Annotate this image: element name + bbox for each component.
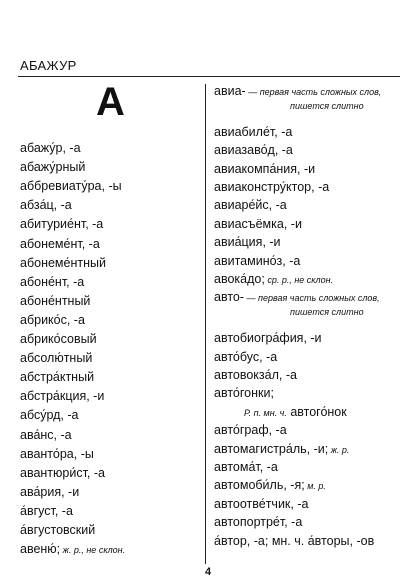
entry-word: абитурие́нт, -а xyxy=(20,217,104,232)
entry-word: авиазаво́д, -а xyxy=(214,143,293,158)
entry-word: аванто́ра, -ы xyxy=(20,446,94,461)
entry-word: авиаконстру́ктор, -а xyxy=(214,180,330,194)
entry-word: абонеме́нтный xyxy=(20,255,106,270)
header-rule xyxy=(18,76,400,77)
entry-note: ж. р. xyxy=(328,444,350,455)
entry-word: авиасъёмка, -и xyxy=(214,216,302,231)
entry-note: Р. п. мн. ч. xyxy=(244,407,287,418)
dictionary-entry xyxy=(20,218,103,231)
dictionary-entry xyxy=(214,236,281,249)
entry-word: автоотве́тчик, -а xyxy=(214,496,309,511)
entry-word: автовокза́л, -а xyxy=(214,368,297,382)
dictionary-entry xyxy=(214,85,381,98)
entry-note: ср. р., не склон. xyxy=(264,275,334,285)
entry-word: ава́рия, -и xyxy=(20,484,80,499)
dictionary-entry xyxy=(214,144,293,157)
entry-word: автомоби́ль, -я; xyxy=(214,478,305,493)
entry-word: автома́т, -а xyxy=(214,460,278,474)
column-divider xyxy=(205,84,206,564)
entry-word: абрико́с, -а xyxy=(20,312,85,327)
dictionary-entry xyxy=(20,257,106,270)
entry-word: авиакомпа́ния, -и xyxy=(214,161,316,176)
dictionary-entry xyxy=(20,486,79,499)
dictionary-entry xyxy=(20,333,97,346)
dictionary-entry xyxy=(20,505,73,518)
entry-word: а́вгуст, -а xyxy=(20,503,73,518)
entry-word: авто́гонки; xyxy=(214,386,274,401)
entry-word: абсолю́тный xyxy=(20,351,93,366)
entry-word: авто́бус, -а xyxy=(214,349,278,364)
dictionary-entry xyxy=(214,387,274,400)
dictionary-entry xyxy=(20,543,125,556)
dictionary-entry xyxy=(20,409,79,422)
entry-word: авока́до; xyxy=(214,272,265,286)
dictionary-entry xyxy=(214,424,287,437)
entry-word: абстра́ктный xyxy=(20,370,95,385)
entry-word: авиаре́йс, -а xyxy=(214,198,287,213)
dictionary-entry xyxy=(20,238,100,251)
dictionary-entry xyxy=(20,314,85,327)
entry-note: — первая часть сложных слов, xyxy=(244,293,380,304)
entry-word: авеню́; xyxy=(20,542,61,557)
dictionary-entry xyxy=(214,126,292,139)
entry-word: абонеме́нт, -а xyxy=(20,236,100,251)
dictionary-entry xyxy=(214,479,326,492)
entry-word: абстра́кция, -и xyxy=(20,389,105,404)
dictionary-entry xyxy=(20,276,84,289)
section-letter: А xyxy=(96,80,125,124)
dictionary-entry xyxy=(20,161,85,174)
dictionary-entry xyxy=(20,429,72,442)
entry-word: а́вгустовский xyxy=(20,523,96,537)
dictionary-entry xyxy=(214,535,374,548)
dictionary-entry xyxy=(20,448,94,461)
entry-word: авто- xyxy=(214,290,245,305)
dictionary-entry xyxy=(214,369,297,382)
entry-note-continuation: пишется слитно xyxy=(290,101,364,111)
dictionary-entry xyxy=(20,295,90,308)
entry-note-continuation: пишется слитно xyxy=(290,307,364,318)
entry-word: аббревиату́ра, -ы xyxy=(20,179,122,194)
dictionary-entry xyxy=(214,273,333,286)
entry-word: абза́ц, -а xyxy=(20,198,72,213)
dictionary-entry xyxy=(214,163,315,176)
entry-word: автомагистра́ль, -и; xyxy=(214,441,329,456)
entry-word: авто́граф, -а xyxy=(214,423,287,438)
dictionary-entry xyxy=(20,467,105,480)
dictionary-entry xyxy=(214,443,349,456)
dictionary-entry xyxy=(20,142,81,155)
dictionary-entry xyxy=(244,406,347,419)
entry-note: м. р. xyxy=(304,481,326,492)
dictionary-entry xyxy=(214,181,329,194)
entry-word: абажу́рный xyxy=(20,160,86,175)
entry-word: а́втор, -а; мн. ч. а́вторы, -ов xyxy=(214,533,375,548)
entry-word: абоне́нт, -а xyxy=(20,274,85,289)
entry-word: ава́нс, -а xyxy=(20,427,72,442)
dictionary-entry xyxy=(214,351,277,364)
dictionary-entry xyxy=(214,461,278,474)
entry-note: — первая часть сложных слов, xyxy=(245,87,382,97)
dictionary-entry xyxy=(214,255,300,268)
entry-word: авиа́ция, -и xyxy=(214,235,281,250)
dictionary-entry xyxy=(20,199,72,212)
entry-word: абоне́нтный xyxy=(20,293,91,308)
entry-word: абсу́рд, -а xyxy=(20,408,79,423)
entry-note: ж. р., не склон. xyxy=(60,545,126,556)
dictionary-entry xyxy=(214,516,302,529)
entry-word: автопортре́т, -а xyxy=(214,515,303,530)
dictionary-entry xyxy=(20,180,122,193)
dictionary-entry xyxy=(214,199,287,212)
dictionary-entry xyxy=(214,332,322,345)
dictionary-entry xyxy=(20,390,104,403)
entry-form: автого́нок xyxy=(286,404,347,419)
dictionary-entry xyxy=(20,371,94,384)
page-header-title: АБАЖУР xyxy=(20,58,77,73)
entry-word: авиабиле́т, -а xyxy=(214,124,293,139)
entry-word: автобиогра́фия, -и xyxy=(214,331,322,346)
entry-word: абажу́р, -а xyxy=(20,141,81,155)
entry-word: авантюри́ст, -а xyxy=(20,465,105,480)
dictionary-entry xyxy=(214,291,380,304)
dictionary-entry xyxy=(20,352,92,365)
page-number: 4 xyxy=(204,566,212,578)
entry-word: авитамино́з, -а xyxy=(214,253,301,268)
dictionary-entry xyxy=(214,498,308,511)
dictionary-entry xyxy=(214,218,302,231)
entry-word: авиа- xyxy=(214,84,246,98)
entry-word: абрико́совый xyxy=(20,332,97,346)
dictionary-entry xyxy=(20,524,95,537)
